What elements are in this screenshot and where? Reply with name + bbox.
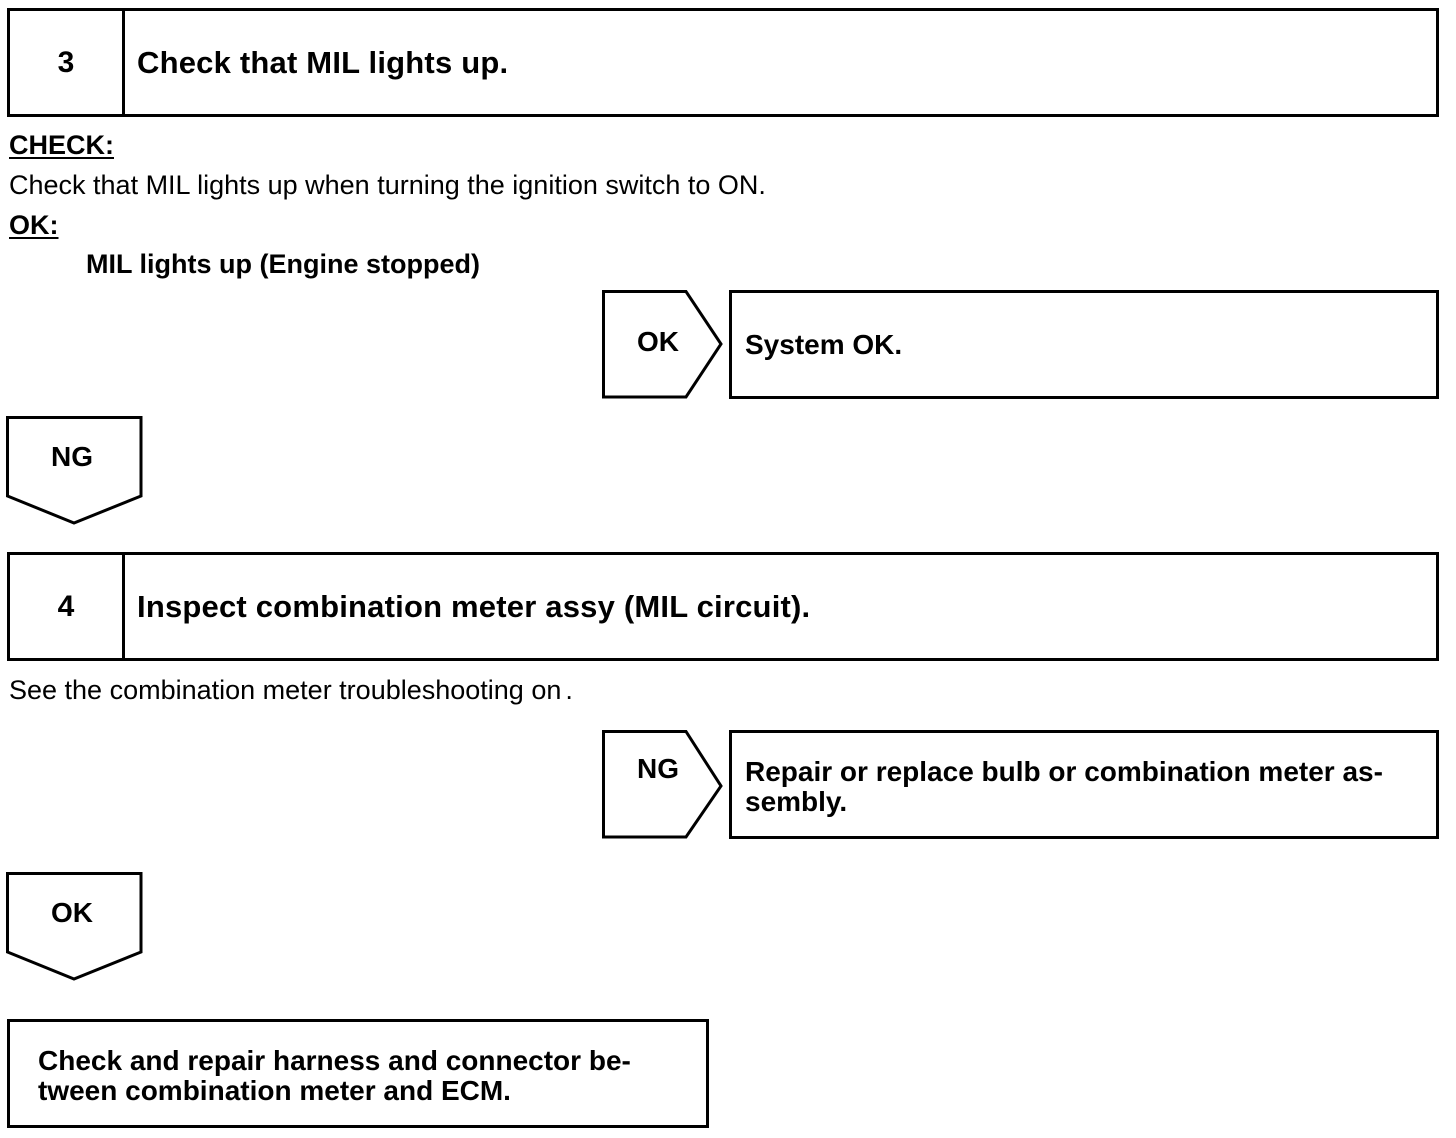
final-action-line2: tween combination meter and ECM. — [38, 1075, 511, 1106]
step-3-header — [7, 8, 1439, 117]
ok-criteria-text: MIL lights up (Engine stopped) — [86, 249, 480, 279]
ok-down-label: OK — [51, 897, 93, 928]
repair-bulb-line2: sembly. — [745, 786, 848, 817]
final-action-line1: Check and repair harness and connector be- — [38, 1045, 631, 1076]
ng-down-label: NG — [51, 441, 93, 472]
ok-branch-label: OK — [637, 326, 679, 357]
step-4-text-main: See the combination meter troubleshooting on — [9, 675, 562, 705]
step-4-number: 4 — [10, 555, 125, 658]
ng-branch-label: NG — [637, 753, 679, 784]
system-ok-box — [729, 290, 1439, 399]
ok-label: OK: — [9, 210, 59, 240]
step-3-title: Check that MIL lights up. — [137, 44, 509, 80]
ng-branch-arrow — [602, 730, 724, 840]
step-4-text — [9, 675, 573, 706]
step-4-title: Inspect combination meter assy (MIL circuit). — [137, 588, 811, 624]
repair-bulb-box — [729, 730, 1439, 839]
check-label: CHECK: — [9, 130, 114, 160]
system-ok-text: System OK. — [745, 329, 903, 360]
step-3-number: 3 — [10, 11, 125, 114]
step-4-header — [7, 552, 1439, 661]
step-4-text-period: . — [565, 675, 573, 705]
check-text: Check that MIL lights up when turning the ignition switch to ON. — [9, 170, 766, 200]
final-action-box — [7, 1019, 709, 1128]
repair-bulb-line1: Repair or replace bulb or combination meter as- — [745, 756, 1383, 787]
